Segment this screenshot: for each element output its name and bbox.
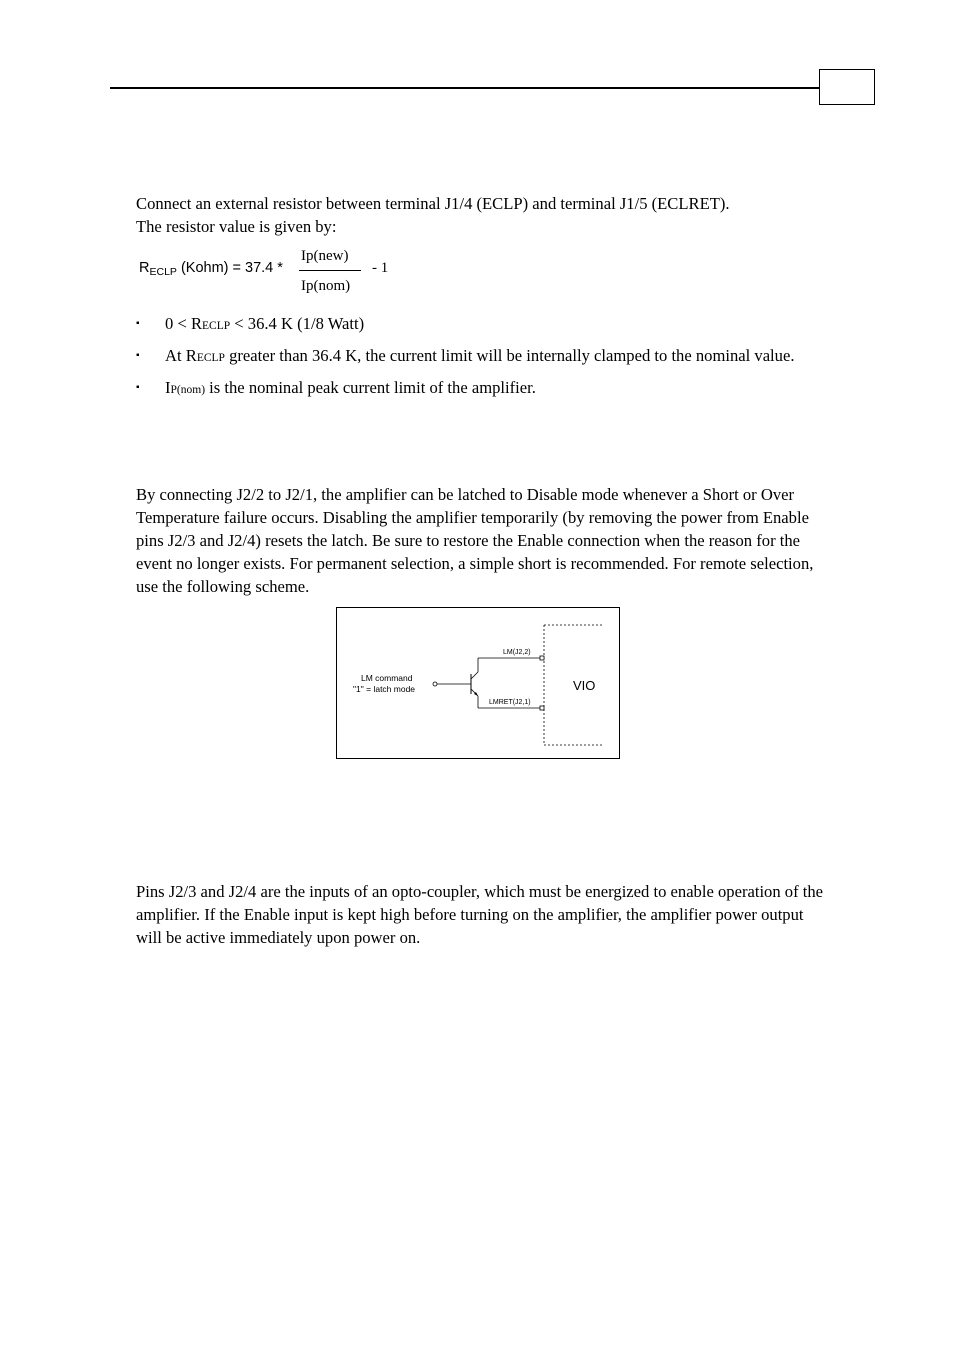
formula-denominator: Ip(nom) bbox=[301, 278, 351, 294]
section1-intro bbox=[136, 192, 826, 238]
input-label-line2: "1" = latch mode bbox=[353, 684, 416, 694]
bullet-text: I bbox=[165, 378, 171, 397]
bullet-text: At R bbox=[165, 346, 197, 365]
section3-paragraph: Pins J2/3 and J2/4 are the inputs of an opto-coupler, which must be energized to enable operation of the amplifier. If the Enable input is kept high before turning on the amplifier, the amplifier power output will be active immediately upon power on. bbox=[136, 882, 824, 947]
page-number-box bbox=[819, 69, 875, 105]
bullet-subscript: P(nom) bbox=[170, 384, 206, 396]
fraction-bar bbox=[299, 270, 361, 271]
list-item bbox=[136, 344, 826, 370]
transistor-collector bbox=[471, 672, 478, 679]
formula-lhs bbox=[139, 260, 283, 278]
pin-lm bbox=[540, 656, 544, 660]
circuit-svg bbox=[337, 608, 621, 760]
pin-bottom-label: LMRET(J2,1) bbox=[489, 699, 531, 706]
bullet-text: 0 < R bbox=[165, 314, 203, 333]
input-terminal bbox=[433, 682, 437, 686]
pin-lmret bbox=[540, 706, 544, 710]
formula-lhs-rest: (Kohm) = 37.4 * bbox=[176, 260, 283, 276]
bullet-marker: ▪ bbox=[136, 318, 140, 329]
vio-label: VIO bbox=[573, 678, 596, 693]
input-label-line1: LM command bbox=[361, 673, 413, 683]
list-item bbox=[136, 312, 826, 338]
formula-tail: - 1 bbox=[372, 260, 389, 276]
intro-line-1: Connect an external resistor between terminal J1/4 (ECLP) and terminal J1/5 (ECLRET). bbox=[136, 194, 730, 213]
bullet-text: greater than 36.4 K, the current limit will be internally clamped to the nominal value. bbox=[224, 346, 795, 365]
formula-numerator: Ip(new) bbox=[301, 248, 349, 264]
bullet-marker: ▪ bbox=[136, 382, 140, 393]
intro-line-2: The resistor value is given by: bbox=[136, 217, 337, 236]
bullet-subscript: ECLP bbox=[202, 320, 231, 332]
bullet-subscript: ECLP bbox=[196, 352, 225, 364]
section2-paragraph: By connecting J2/2 to J2/1, the amplifier can be latched to Disable mode whenever a Short or Over Temperature failure occurs. Disabling the amplifier temporarily (by removing the power from Enable pins J2/3 and J2/4) resets the latch. Be sure to restore the Enable connection when the reason for the event no longer exists. For permanent selection, a simple short is recommended. For remote selection, use the following scheme. bbox=[136, 485, 814, 596]
bullet-text: is the nominal peak current limit of the amplifier. bbox=[205, 378, 536, 397]
latch-mode-circuit-diagram bbox=[336, 607, 620, 759]
formula-subscript: ECLP bbox=[149, 266, 177, 278]
bullet-marker: ▪ bbox=[136, 350, 140, 361]
formula-symbol: R bbox=[139, 260, 150, 276]
bullet-text: < 36.4 K (1/8 Watt) bbox=[230, 314, 365, 333]
bullet-list bbox=[136, 312, 826, 408]
list-item bbox=[136, 376, 826, 402]
header-rule bbox=[110, 87, 820, 89]
pin-top-label: LM(J2,2) bbox=[503, 649, 531, 656]
